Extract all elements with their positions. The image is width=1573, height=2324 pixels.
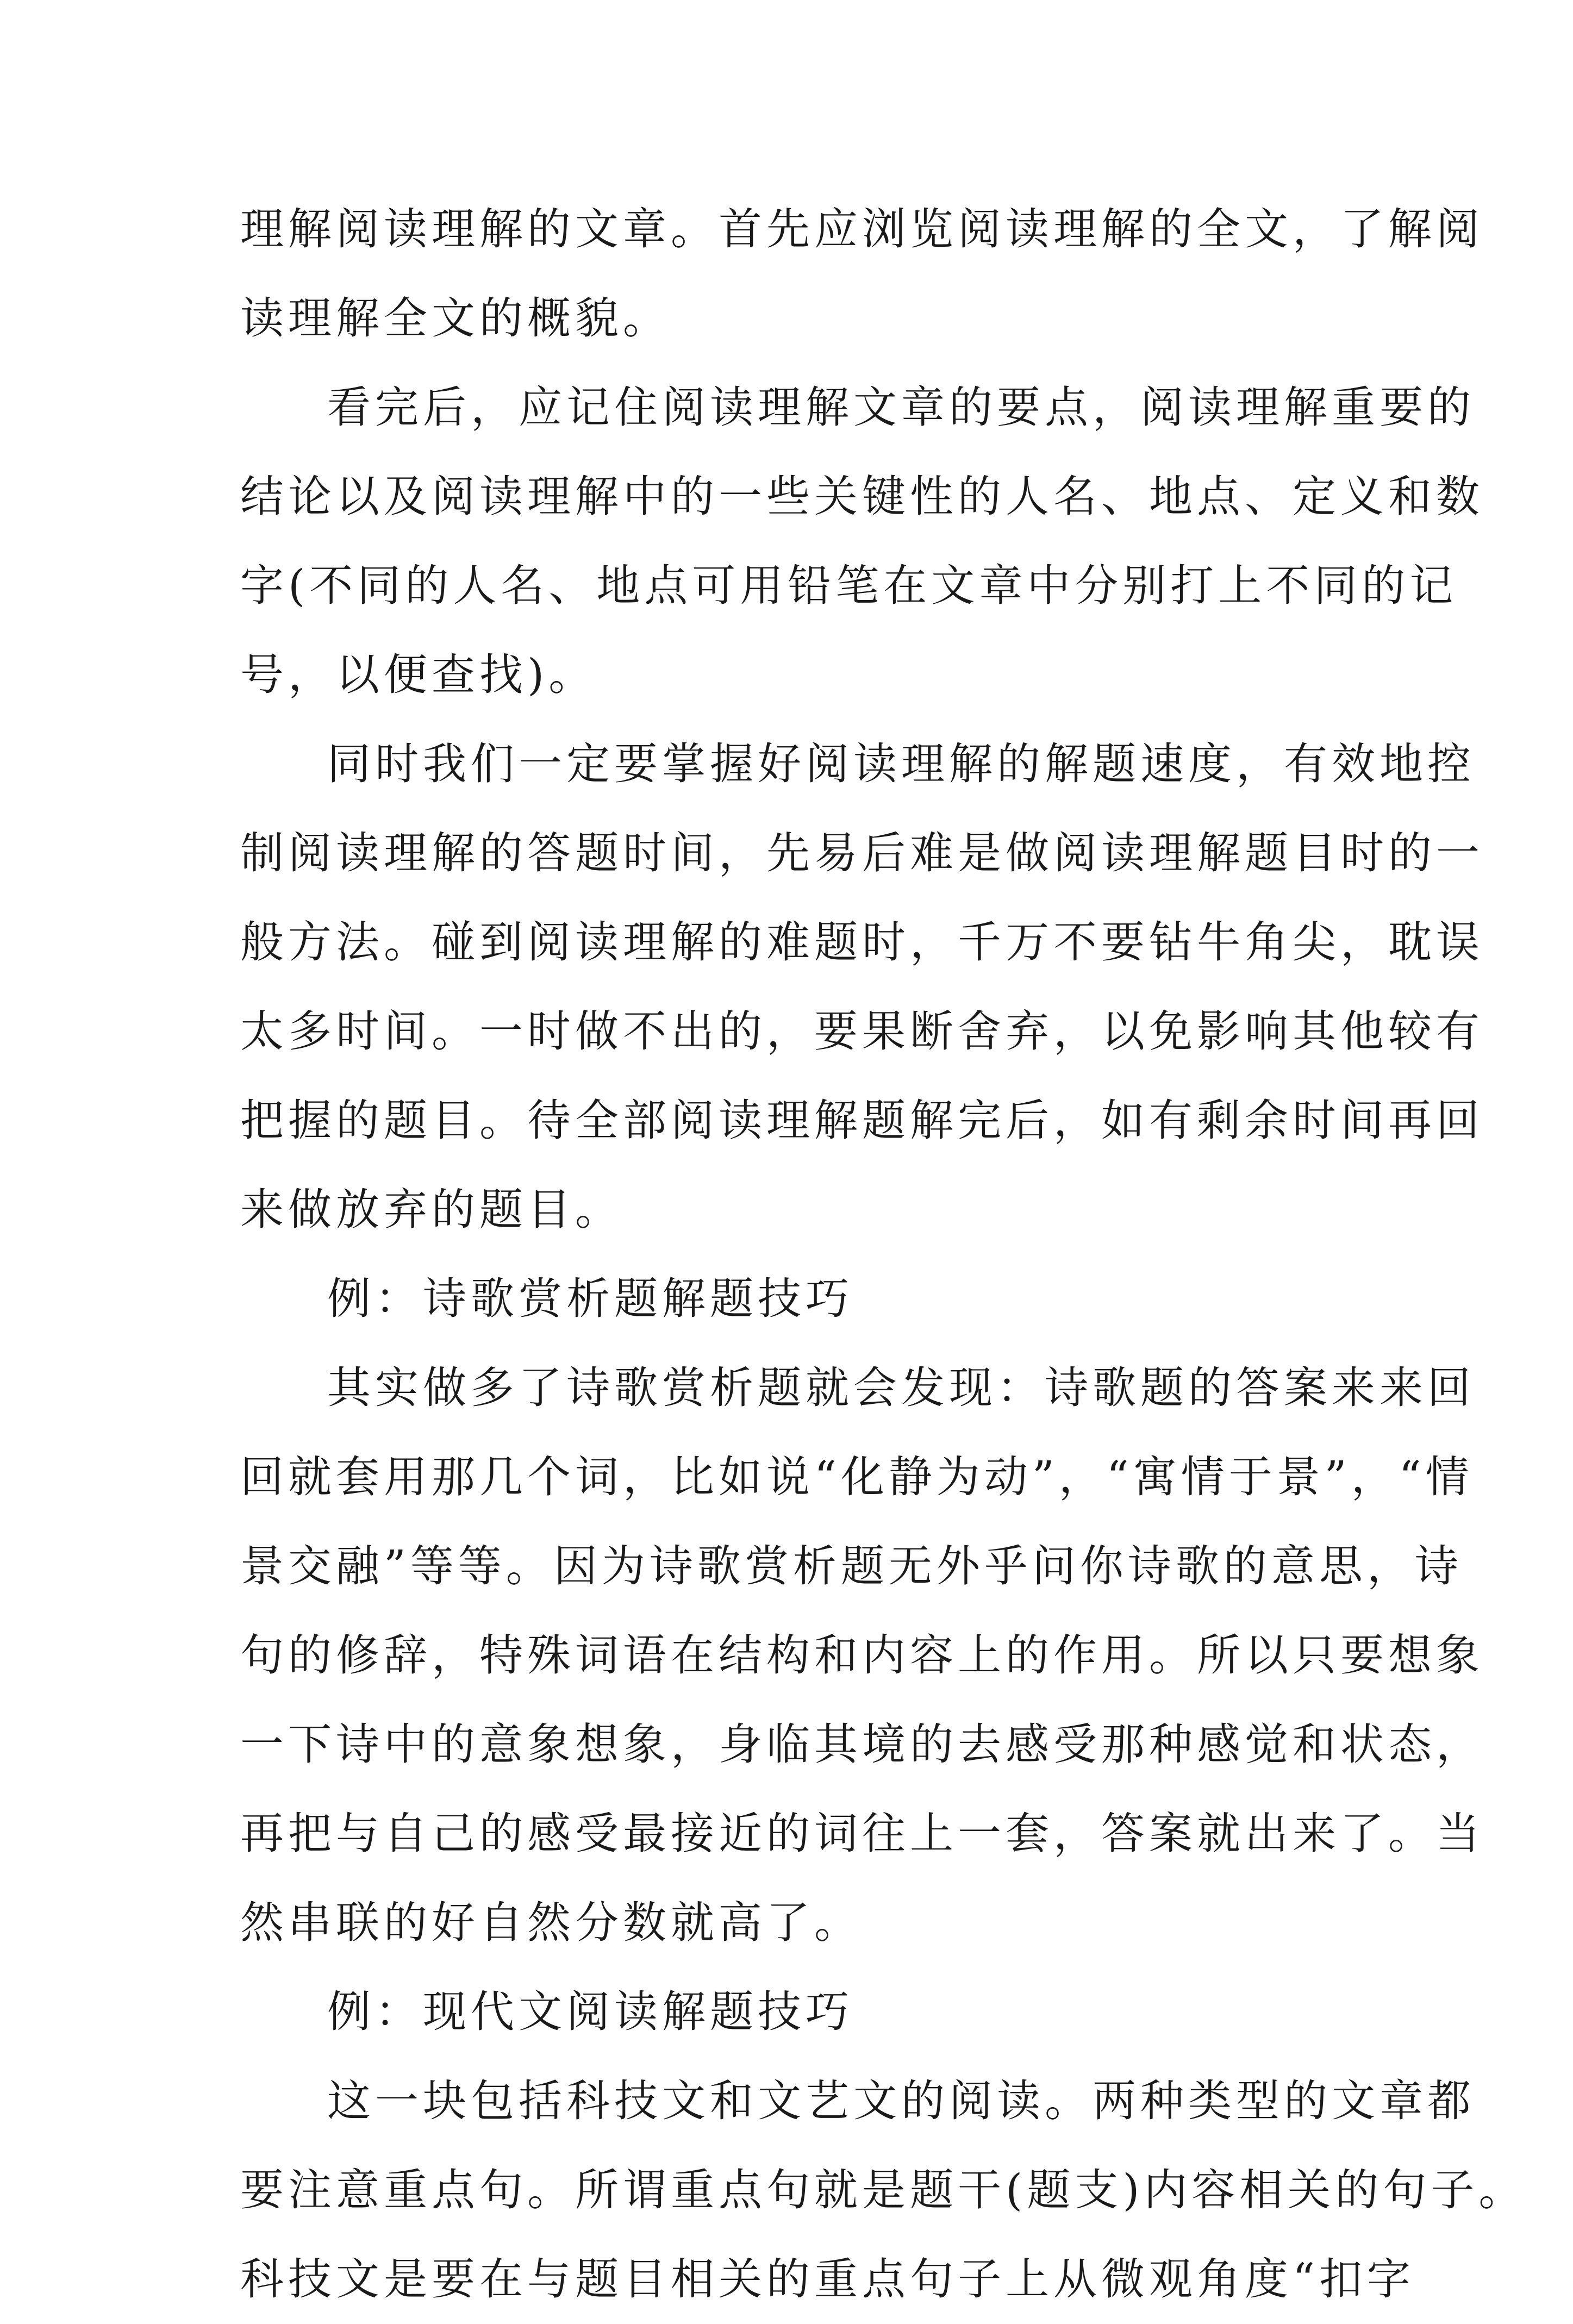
- paragraph-1: [240, 185, 1484, 363]
- paragraph-2: [240, 363, 1484, 720]
- document-body: [240, 185, 1527, 2324]
- text-line: 看完后，应记住阅读理解文章的要点，阅读理解重要的: [327, 382, 1475, 433]
- text-line: 然串联的好自然分数就高了。: [240, 1897, 862, 1948]
- paragraph-7: [240, 2057, 1527, 2324]
- text-line: 其实做多了诗歌赏析题就会发现：诗歌题的答案来来回: [327, 1363, 1475, 1413]
- text-line: 般方法。碰到阅读理解的难题时，千万不要钻牛角尖，耽误: [240, 917, 1484, 967]
- text-line: 这一块包括科技文和文艺文的阅读。两种类型的文章都: [327, 2076, 1475, 2126]
- section-heading-modern-prose: [240, 1967, 1333, 2057]
- text-line: 读理解全文的概貌。: [240, 293, 671, 343]
- text-line: 同时我们一定要掌握好阅读理解的解题速度，有效地控: [327, 739, 1475, 789]
- text-line: 太多时间。一时做不出的，要果断舍弃，以免影响其他较有: [240, 1006, 1484, 1057]
- text-line: 一下诗中的意象想象，身临其境的去感受那种感觉和状态，: [240, 1719, 1484, 1770]
- text-line: 例：现代文阅读解题技巧: [327, 1986, 853, 2037]
- text-line: 科技文是要在与题目相关的重点句子上从微观角度“扣字: [240, 2254, 1415, 2304]
- text-line: 结论以及阅读理解中的一些关键性的人名、地点、定义和数: [240, 471, 1484, 522]
- text-line: 句的修辞，特殊词语在结构和内容上的作用。所以只要想象: [240, 1630, 1484, 1680]
- text-line: 景交融”等等。因为诗歌赏析题无外乎问你诗歌的意思，诗: [240, 1541, 1463, 1591]
- text-line: 理解阅读理解的文章。首先应浏览阅读理解的全文，了解阅: [240, 204, 1484, 254]
- text-line: 例：诗歌赏析题解题技巧: [327, 1273, 853, 1324]
- paragraph-5: [240, 1344, 1484, 1967]
- section-heading-poetry: [240, 1254, 1333, 1344]
- text-line: 来做放弃的题目。: [240, 1184, 623, 1235]
- text-line: 制阅读理解的答题时间，先易后难是做阅读理解题目时的一: [240, 828, 1484, 878]
- text-line: 号，以便查找)。: [240, 649, 597, 700]
- text-line: 回就套用那几个词，比如说“化静为动”，“寓情于景”，“情: [240, 1452, 1474, 1502]
- text-line: 把握的题目。待全部阅读理解题解完后，如有剩余时间再回: [240, 1095, 1484, 1146]
- text-line: 字(不同的人名、地点可用铅笔在文章中分别打上不同的记: [240, 560, 1458, 611]
- paragraph-3: [240, 720, 1484, 1254]
- text-line: 要注意重点句。所谓重点句就是题干(题支)内容相关的句子。: [240, 2165, 1527, 2215]
- text-line: 再把与自己的感受最接近的词往上一套，答案就出来了。当: [240, 1808, 1484, 1859]
